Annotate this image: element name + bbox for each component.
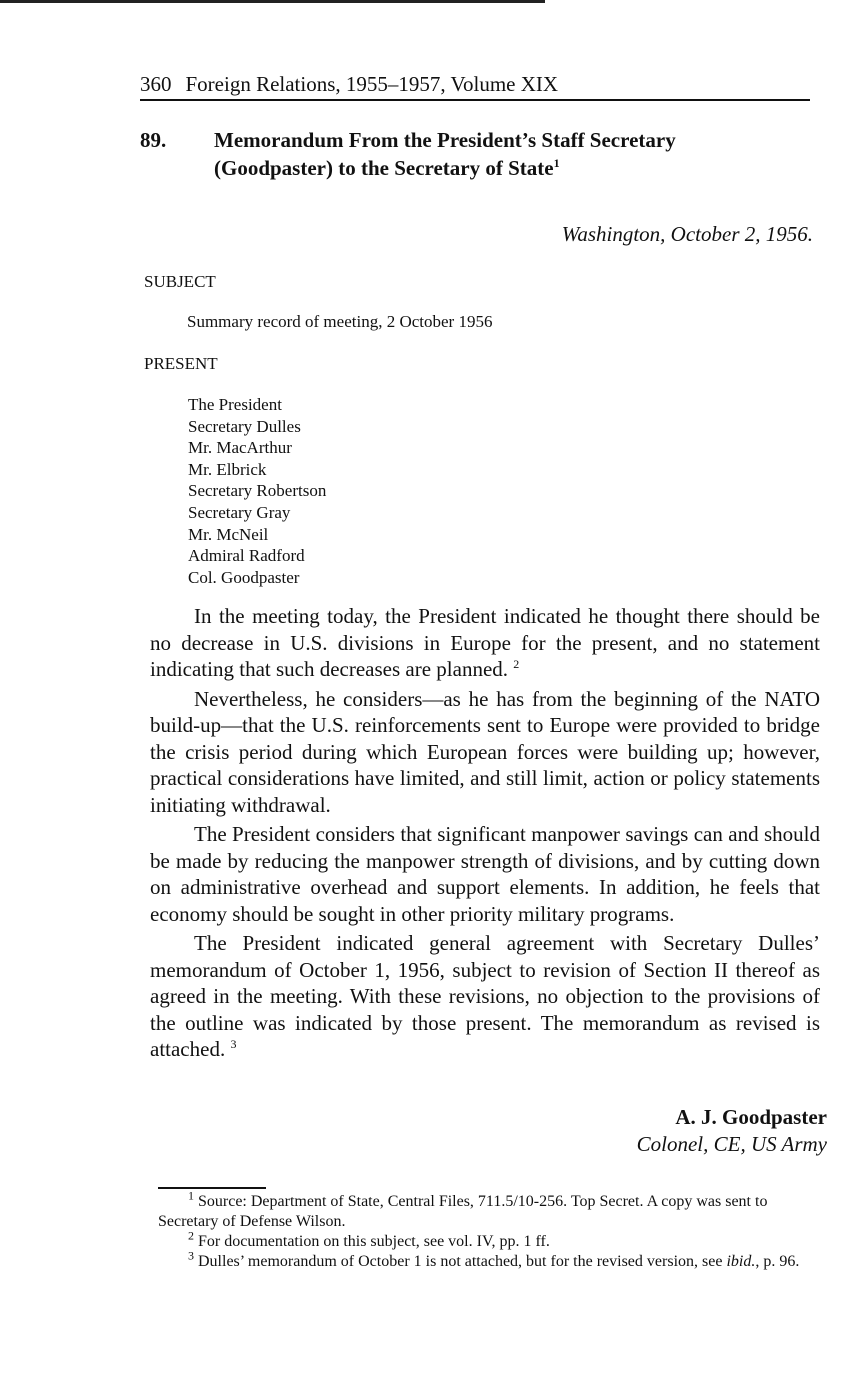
- paragraph: The President indicated general agreement with Secretary Dulles’ memorandum of October 1, 1956, subject to revision of Section II thereof as agreed in the meeting. With these revisions, no objection to the provisions of the outline was indicated by those present. The memorandum as revised is attached. $^3$: [150, 931, 820, 1061]
- document-title: [140, 126, 820, 182]
- footnote-2: $^2$ For documentation on this subject, see vol. IV, pp. 1 ff.: [188, 1228, 550, 1250]
- title-line-1: Memorandum From the President’s Staff Secretary: [214, 128, 676, 152]
- attendee: Secretary Dulles: [188, 416, 301, 436]
- memo-body: [150, 603, 820, 1066]
- signer-rank: Colonel, CE, US Army: [636, 1132, 827, 1156]
- paragraph: Nevertheless, he considers—as he has from the beginning of the NATO build-up—that the U.S. reinforcements sent to Europe were provided to bridge the crisis period during which European forces were building up; however, practical considerations have limited, and still limit, action or policy statements initiating withdrawal.: [150, 686, 820, 817]
- dateline: Washington, October 2, 1956.: [561, 222, 813, 246]
- footnotes: [158, 1188, 830, 1272]
- running-header: [140, 72, 810, 101]
- footnote-1: $^1$ Source: Department of State, Central Files, 711.5/10-256. Top Secret. A copy was sent to Secretary of Defense Wilson.: [158, 1188, 768, 1230]
- attendee-list: [188, 394, 326, 588]
- footnote-ref: 2: [513, 657, 520, 671]
- attendee: Mr. Elbrick: [188, 459, 267, 479]
- subject-text: Summary record of meeting, 2 October 1956: [187, 312, 493, 331]
- title-footnote-ref: 1: [553, 156, 560, 170]
- present-label: PRESENT: [144, 354, 218, 373]
- attendee: Admiral Radford: [188, 546, 305, 566]
- series-title: Foreign Relations, 1955–1957, Volume XIX: [185, 72, 559, 96]
- footnote-ref: 3: [230, 1037, 237, 1051]
- scan-edge-line: [0, 0, 545, 3]
- page-number: 360: [140, 72, 172, 96]
- title-line-2: (Goodpaster) to the Secretary of State$^1$: [214, 156, 560, 180]
- attendee: Secretary Robertson: [188, 481, 327, 501]
- attendee: The President: [188, 395, 282, 414]
- attendee: Mr. McNeil: [188, 524, 269, 544]
- paragraph: The President considers that significant manpower savings can and should be made by reducing the manpower strength of divisions, and by cutting down on administrative overhead and support elements. In addition, he feels that economy should be sought in other priority military programs.: [150, 822, 820, 926]
- paragraph: In the meeting today, the President indicated he thought there should be no decrease in U.S. divisions in Europe for the present, and no statement indicating that such decreases are planned. $^2$: [150, 604, 820, 681]
- signer-name: A. J. Goodpaster: [675, 1105, 827, 1129]
- attendee: Mr. MacArthur: [188, 438, 292, 458]
- signature-block: [637, 1104, 827, 1158]
- ibid-citation: ibid.: [726, 1253, 756, 1270]
- document-number: 89.: [140, 128, 167, 152]
- footnote-3: $^3$ Dulles’ memorandum of October 1 is not attached, but for the revised version, see ibid., p. 96.: [188, 1248, 800, 1270]
- attendee: Col. Goodpaster: [188, 567, 300, 587]
- subject-label: SUBJECT: [144, 272, 216, 291]
- attendee: Secretary Gray: [188, 502, 291, 522]
- footnote-divider: [158, 1187, 266, 1189]
